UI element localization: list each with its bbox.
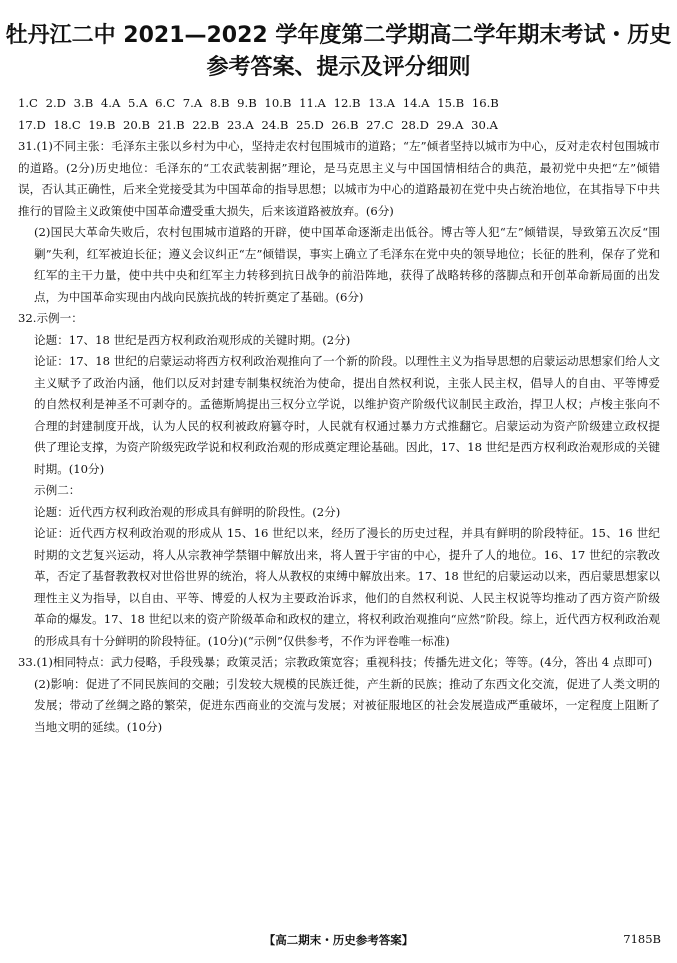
q31-part2: (2)国民大革命失败后，农村包围城市道路的开辟，使中国革命逐渐走出低谷。博古等人犯“左”倾错误，导致第五次反“围剿”失利，红军被迫长征；遵义会议纠正“左”倾错误，事实上确立了毛泽东在党中央的领导地位；长征的胜利，保存了党和红军的主干力量，使中共中央和红军主力转移到抗日战争的前沿阵地，获得了战略转移的落脚点和开创革命新局面的出发点，为中国革命实现由内战向民族抗战的转折奠定了基础。(6分) bbox=[34, 225, 660, 304]
document-title: 牡丹江二中 2021—2022 学年度第二学期高二学年期末考试・历史 bbox=[5, 23, 672, 48]
q33-part2: (2)影响：促进了不同民族间的交融；引发较大规模的民族迁徙，产生新的民族；推动了东西文化交流，促进了人类文明的发展；带动了丝绸之路的繁荣，促进东西商业的交流与发展；对被征服地区的社会发展造成严重破坏，一定程度上阻断了当地文明的延续。(10分) bbox=[34, 676, 660, 734]
answer-body bbox=[18, 93, 660, 738]
q32-example2-argument: 论证：近代西方权利政治观的形成从 15、16 世纪以来，经历了漫长的历史过程，并具有鲜明的阶段特征。15、16 世纪时期的文艺复兴运动，将人从宗教神学禁锢中解放出来，将人置于宇宙的中心，提升了人的地位。16、17 世纪的宗教改革，否定了基督教教权对世俗世界的统治，将人从教权的束缚中解放出来。17、18 世纪的启蒙运动以来，西启蒙思想家以理性主义为指导，以自由、平等、博爱的人权为主要政治诉求，他们的自然权利说、人民主权说等均推动了西方资产阶级革命的爆发。17、18 世纪以来的资产阶级革命和政权的建立，将权利政治观推向“应然”阶段。综上，近代西方权利政治观的形成具有十分鲜明的阶段特征。(10分)(“示例”仅供参考，不作为评卷唯一标准) bbox=[34, 526, 660, 648]
document-subtitle: 参考答案、提示及评分细则 bbox=[206, 55, 471, 80]
q32-example2-thesis: 论题：近代西方权利政治观的形成具有鲜明的阶段性。(2分) bbox=[34, 504, 341, 519]
q32-example1-thesis: 论题：17、18 世纪是西方权利政治观形成的关键时期。(2分) bbox=[34, 332, 351, 347]
q32-example2-label: 示例二： bbox=[34, 483, 81, 497]
mc-answers-row-1: 1.C 2.D 3.B 4.A 5.A 6.C 7.A 8.B 9.B 10.B 11.A 12.B 13.A 14.A 15.B 16.B bbox=[18, 96, 499, 110]
footer-code: 7185B bbox=[623, 932, 661, 946]
q31-part1: 31.(1)不同主张：毛泽东主张以乡村为中心，坚持走农村包围城市的道路；“左”倾者坚持以城市为中心，反对走农村包围城市的道路。(2分)历史地位：毛泽东的“工农武装割据”理论，是马克思主义与中国国情相结合的典范，最初党中央把“左”倾错误，否认其正确性，后来全党接受其为中国革命的指导思想；以城市为中心的道路最初在党中央占统治地位，在其指导下中共推行的冒险主义政策使中国革命遭受重大损失，后来该道路被放弃。(6分) bbox=[18, 139, 660, 218]
footer-title: 【高二期末・历史参考答案】 bbox=[263, 933, 414, 947]
q32-example1-argument: 论证：17、18 世纪的启蒙运动将西方权利政治观推向了一个新的阶段。以理性主义为指导思想的启蒙运动思想家们给人文主义赋予了政治内涵，他们以反对封建专制集权统治为使命，提出自然权利说，主张人民主权，倡导人的自由、平等博爱的自然权利是神圣不可剥夺的。孟德斯鸠提出三权分立学说，以维护资产阶级代议制民主政治，捍卫人权；卢梭主张向不合理的封建制度开战，认为人民的权利被政府篡夺时，人民就有权通过暴力方式推翻它。启蒙运动为资产阶级建立政权提供了理论支撑，为资产阶级宪政学说和权利政治观的形成奠定理论基础。因此，17、18 世纪是西方权利政治观形成的关键时期。(10分) bbox=[34, 354, 660, 476]
q32-label: 32.示例一： bbox=[18, 311, 83, 325]
mc-answers-row-2: 17.D 18.C 19.B 20.B 21.B 22.B 23.A 24.B 25.D 26.B 27.C 28.D 29.A 30.A bbox=[18, 117, 498, 132]
q33-part1: 33.(1)相同特点：武力侵略，手段残暴；政策灵活；宗教政策宽容；重视科技；传播先进文化；等等。(4分，答出 4 点即可) bbox=[18, 655, 653, 669]
